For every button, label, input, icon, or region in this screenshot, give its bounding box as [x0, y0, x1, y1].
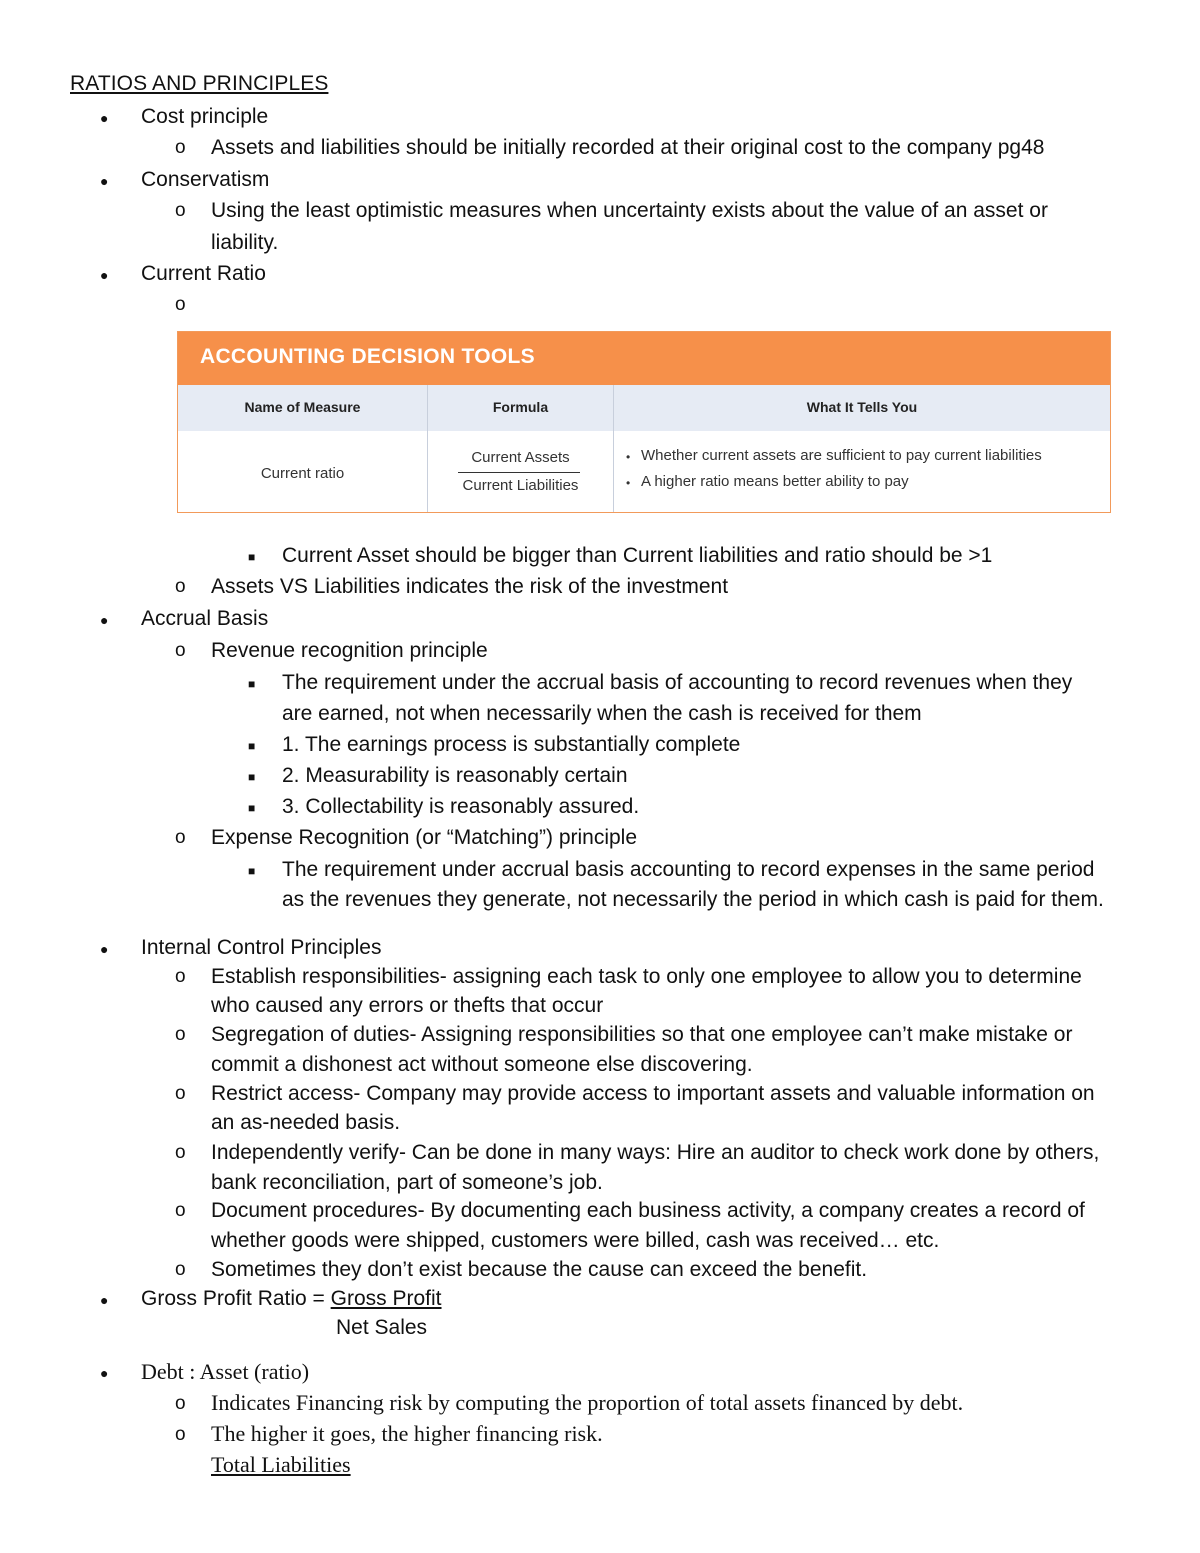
bullet-marker: ● — [100, 941, 109, 957]
formula-denominator: Current Liabilities — [462, 477, 579, 494]
internal-item-2a: Segregation of duties- Assigning responsibilities so that one employee can’t make mistake or — [211, 1023, 1073, 1046]
circle-marker: o — [175, 200, 186, 221]
revenue-recognition-heading: Revenue recognition principle — [211, 639, 488, 662]
internal-control-heading: Internal Control Principles — [141, 936, 382, 959]
circle-marker: o — [175, 1393, 186, 1414]
table-header-title: ACCOUNTING DECISION TOOLS — [200, 345, 535, 368]
current-ratio-note: Current Asset should be bigger than Current liabilities and ratio should be >1 — [282, 544, 993, 567]
current-ratio-heading: Current Ratio — [141, 262, 266, 285]
column-header-formula: Formula — [492, 399, 549, 415]
revenue-criterion-1: 1. The earnings process is substantially complete — [282, 733, 741, 756]
debt-asset-detail-1: Indicates Financing risk by computing the proportion of total assets financed by debt. — [211, 1390, 964, 1415]
bullet-marker: ● — [100, 1365, 109, 1381]
circle-marker: o — [175, 1200, 186, 1221]
revenue-criterion-2: 2. Measurability is reasonably certain — [282, 764, 628, 787]
square-marker: ■ — [248, 677, 256, 691]
internal-item-1a: Establish responsibilities- assigning each task to only one employee to allow you to determine — [211, 965, 1082, 988]
expense-requirement-line2: as the revenues they generate, not necessarily the period in which cash is paid for them. — [282, 888, 1104, 911]
internal-item-3b: an as-needed basis. — [211, 1111, 401, 1134]
internal-item-2b: commit a dishonest act without someone else discovering. — [211, 1053, 753, 1076]
gross-profit-numerator: Gross Profit — [330, 1287, 442, 1310]
circle-marker: o — [175, 137, 186, 158]
circle-marker: o — [175, 640, 186, 661]
circle-marker: o — [175, 294, 186, 315]
internal-item-5a: Document procedures- By documenting each business activity, a company creates a record of — [211, 1199, 1085, 1222]
revenue-requirement-line2: are earned, not when necessarily when the cash is received for them — [282, 702, 922, 725]
conservatism-heading: Conservatism — [141, 168, 270, 191]
bullet-marker: ● — [100, 110, 109, 126]
revenue-criterion-3: 3. Collectability is reasonably assured. — [282, 795, 640, 818]
circle-marker: o — [175, 966, 186, 987]
internal-item-4b: bank reconciliation, part of someone’s job. — [211, 1171, 603, 1194]
bullet-marker: ● — [100, 1292, 109, 1308]
column-header-what-it-tells: What It Tells You — [806, 399, 918, 415]
internal-item-1b: who caused any errors or thefts that occur — [211, 994, 604, 1017]
circle-marker: o — [175, 576, 186, 597]
expense-requirement-line1: The requirement under accrual basis accounting to record expenses in the same period — [282, 858, 1095, 881]
circle-marker: o — [175, 1259, 186, 1280]
square-marker: ■ — [248, 739, 256, 753]
circle-marker: o — [175, 1083, 186, 1104]
bullet-marker: ● — [100, 267, 109, 283]
circle-marker: o — [175, 1024, 186, 1045]
gross-profit-ratio — [141, 1285, 442, 1313]
bullet-marker: ● — [100, 173, 109, 189]
internal-item-5b: whether goods were shipped, customers were billed, cash was received… etc. — [211, 1229, 940, 1252]
formula-fraction-bar — [458, 472, 580, 473]
column-header-measure: Name of Measure — [244, 399, 361, 415]
table-bullet: • — [626, 476, 631, 490]
document-title: RATIOS AND PRINCIPLES — [70, 72, 329, 95]
square-marker: ■ — [248, 864, 256, 878]
table-header-bar — [178, 332, 1110, 385]
conservatism-detail-line2: liability. — [211, 231, 279, 254]
internal-item-6: Sometimes they don’t exist because the cause can exceed the benefit. — [211, 1258, 868, 1281]
cost-principle-detail: Assets and liabilities should be initially recorded at their original cost to the company pg48 — [211, 136, 1045, 159]
measure-current-ratio: Current ratio — [260, 465, 345, 482]
formula-numerator: Current Assets — [471, 449, 570, 466]
square-marker: ■ — [248, 770, 256, 784]
revenue-requirement-line1: The requirement under the accrual basis of accounting to record revenues when they — [282, 671, 1073, 694]
circle-marker: o — [175, 1424, 186, 1445]
internal-item-4a: Independently verify- Can be done in many ways: Hire an auditor to check work done by others, — [211, 1141, 1100, 1164]
gross-profit-label: Gross Profit Ratio = — [141, 1287, 331, 1310]
internal-item-3a: Restrict access- Company may provide access to important assets and valuable information on — [211, 1082, 1095, 1105]
tells-line1: Whether current assets are sufficient to pay current liabilities — [641, 447, 1042, 464]
expense-recognition-heading: Expense Recognition (or “Matching”) principle — [211, 826, 638, 849]
debt-asset-detail-2: The higher it goes, the higher financing risk. — [211, 1421, 603, 1446]
debt-asset-numerator: Total Liabilities — [211, 1452, 351, 1477]
table-bullet: • — [626, 450, 631, 464]
square-marker: ■ — [248, 801, 256, 815]
circle-marker: o — [175, 827, 186, 848]
conservatism-detail-line1: Using the least optimistic measures when uncertainty exists about the value of an asset or — [211, 199, 1048, 222]
accrual-basis-heading: Accrual Basis — [141, 607, 269, 630]
bullet-marker: ● — [100, 612, 109, 628]
gross-profit-denominator: Net Sales — [336, 1316, 428, 1339]
current-ratio-risk: Assets VS Liabilities indicates the risk of the investment — [211, 575, 729, 598]
square-marker: ■ — [248, 550, 256, 564]
debt-asset-heading: Debt : Asset (ratio) — [141, 1359, 310, 1384]
accounting-decision-tools-table — [177, 331, 1111, 513]
tells-line2: A higher ratio means better ability to pay — [641, 473, 909, 490]
cost-principle-heading: Cost principle — [141, 105, 269, 128]
circle-marker: o — [175, 1142, 186, 1163]
